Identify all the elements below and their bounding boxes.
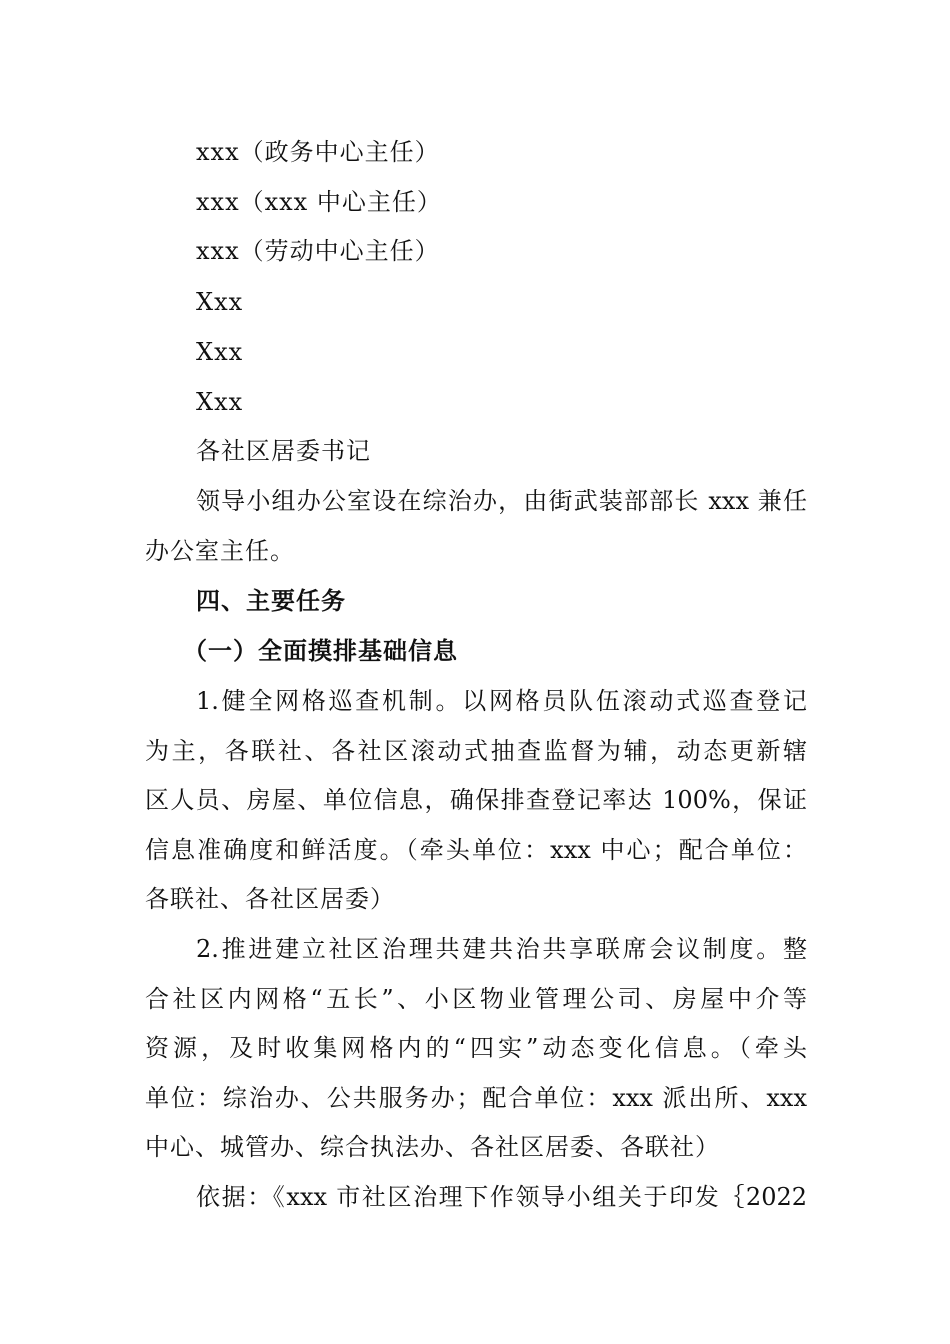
item1-line-1: 1.健全网格巡查机制。以网格员队伍滚动式巡查登记 [196, 687, 807, 715]
office-paragraph-line-2: 办公室主任。 [145, 537, 295, 565]
item1-line-4: 信息准确度和鲜活度。（牵头单位：xxx 中心；配合单位： [145, 836, 807, 864]
item2-line-3: 资源，及时收集网格内的“四实”动态变化信息。（牵头 [145, 1034, 807, 1062]
item2-line-4: 单位：综治办、公共服务办；配合单位：xxx 派出所、xxx [145, 1084, 807, 1112]
member-line-3: xxx（劳动中心主任） [196, 237, 440, 265]
member-line-1: xxx（政务中心主任） [196, 138, 440, 166]
member-line-2: xxx（xxx 中心主任） [196, 188, 442, 216]
office-paragraph-line-1: 领导小组办公室设在综治办，由街武装部部长 xxx 兼任 [196, 487, 807, 515]
item2-line-5: 中心、城管办、综合执法办、各社区居委、各联社） [145, 1133, 720, 1161]
item1-line-3: 区人员、房屋、单位信息，确保排查登记率达 100%，保证 [145, 786, 807, 814]
item2-line-1: 2.推进建立社区治理共建共治共享联席会议制度。整 [196, 935, 807, 963]
member-line-5: Xxx [196, 338, 244, 366]
member-line-4: Xxx [196, 288, 244, 316]
item1-line-5: 各联社、各社区居委） [145, 885, 395, 913]
section-heading: 四、主要任务 [196, 586, 346, 615]
member-line-6: Xxx [196, 388, 244, 416]
item2-line-2: 合社区内网格“五长”、小区物业管理公司、房屋中介等 [145, 985, 807, 1013]
subsection-heading: （一）全面摸排基础信息 [183, 636, 458, 665]
basis-line: 依据：《xxx 市社区治理下作领导小组关于印发｛2022 [196, 1183, 807, 1211]
item1-line-2: 为主，各联社、各社区滚动式抽查监督为辅，动态更新辖 [145, 737, 807, 765]
member-line-7: 各社区居委书记 [196, 437, 371, 465]
